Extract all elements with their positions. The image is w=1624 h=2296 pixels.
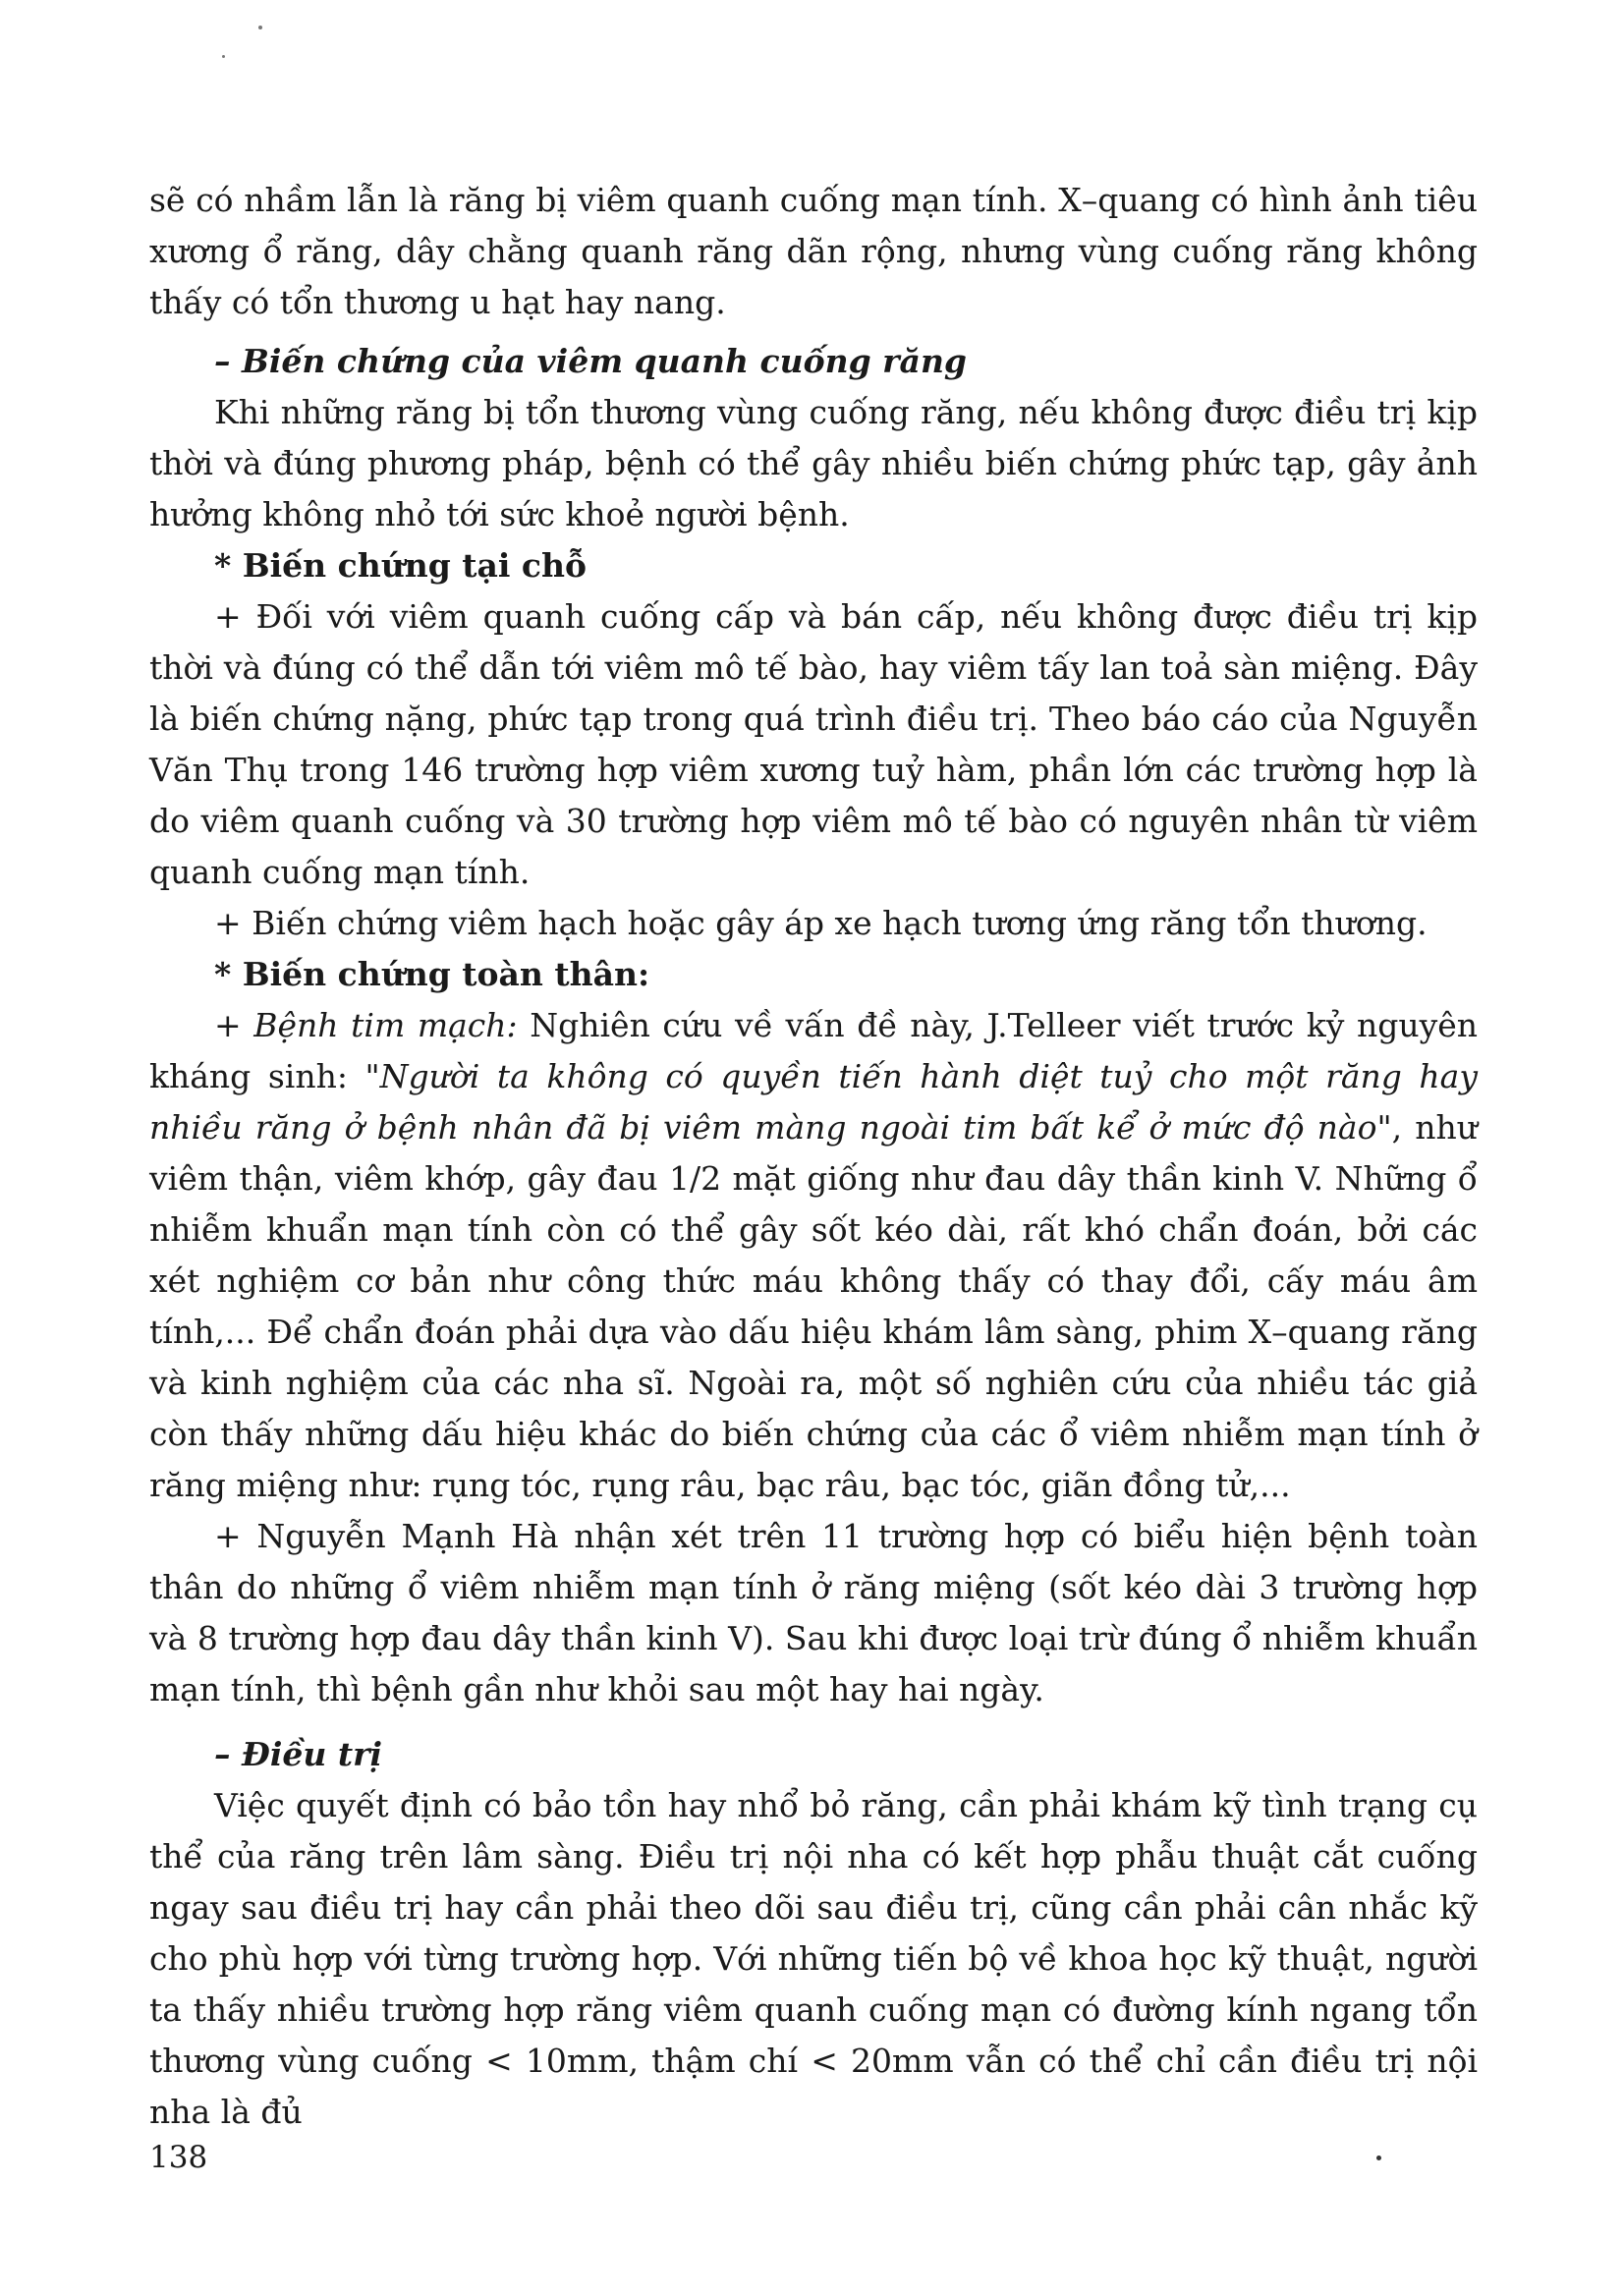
paragraph-local-2: + Biến chứng viêm hạch hoặc gây áp xe hạch tương ứng răng tổn thương. [214,904,1428,942]
quote-telleer: Người ta không có quyền tiến hành diệt tuỷ cho một răng hay nhiều răng ở bệnh nhân đã bị viêm màng ngoài tim bất kể ở mức độ nào [149,1057,1478,1147]
bullet-plus: + [214,1006,254,1044]
scan-speck [222,55,225,58]
heading-local-complications: * Biến chứng tại chỗ [214,546,588,585]
paragraph-systemic-1 [149,1000,1478,1511]
text-segment: Nghiên cứu về vấn đề này, J.Telleer viết trước kỷ nguyên kháng sinh: " [149,1006,1479,1095]
paragraph-systemic-2: + Nguyễn Mạnh Hà nhận xét trên 11 trường hợp có biểu hiện bệnh toàn thân do những ổ viêm nhiễm mạn tính ở răng miệng (sốt kéo dài 3 trường hợp và 8 trường hợp đau dây thần kinh V). Sau khi được loại trừ đúng ổ nhiễm khuẩn mạn tính, thì bệnh gần như khỏi sau một hay hai ngày. [149,1517,1478,1708]
text-segment: ", như viêm thận, viêm khớp, gây đau 1/2 mặt giống như đau dây thần kinh V. Những ổ nhiễm khuẩn mạn tính còn có thể gây sốt kéo dài, rất khó chẩn đoán, bởi các xét nghiệm cơ bản như công thức máu không thấy có thay đổi, cấy máu âm tính,... Để chẩn đoán phải dựa vào dấu hiệu khám lâm sàng, phim X–quang răng và kinh nghiệm của các nha sĩ. Ngoài ra, một số nghiên cứu của nhiều tác giả còn thấy những dấu hiệu khác do biến chứng của các ổ viêm nhiễm mạn tính ở răng miệng như: rụng tóc, rụng râu, bạc râu, bạc tóc, giãn đồng tử,... [149,1108,1478,1504]
paragraph-local-1: + Đối với viêm quanh cuống cấp và bán cấp, nếu không được điều trị kịp thời và đúng có thể dẫn tới viêm mô tế bào, hay viêm tấy lan toả sàn miệng. Đây là biến chứng nặng, phức tạp trong quá trình điều trị. Theo báo cáo của Nguyễn Văn Thụ trong 146 trường hợp viêm xương tuỷ hàm, phần lớn các trường hợp là do viêm quanh cuống và 30 trường hợp viêm mô tế bào có nguyên nhân từ viêm quanh cuống mạn tính. [149,597,1478,891]
paragraph-treatment: Việc quyết định có bảo tồn hay nhổ bỏ răng, cần phải khám kỹ tình trạng cụ thể của răng trên lâm sàng. Điều trị nội nha có kết hợp phẫu thuật cắt cuống ngay sau điều trị hay cần phải theo dõi sau điều trị, cũng cần phải cân nhắc kỹ cho phù hợp với từng trường hợp. Với những tiến bộ về khoa học kỹ thuật, người ta thấy nhiều trường hợp răng viêm quanh cuống mạn có đường kính ngang tổn thương vùng cuống < 10mm, thậm chí < 20mm vẫn có thể chỉ cần điều trị nội nha là đủ [149,1786,1478,2131]
paragraph-intro: sẽ có nhầm lẫn là răng bị viêm quanh cuống mạn tính. X–quang có hình ảnh tiêu xương ổ răng, dây chằng quanh răng dãn rộng, nhưng vùng cuống răng không thấy có tổn thương u hạt hay nang. [149,181,1478,321]
paragraph-complications: Khi những răng bị tổn thương vùng cuống răng, nếu không được điều trị kịp thời và đúng phương pháp, bệnh có thể gây nhiều biến chứng phức tạp, gây ảnh hưởng không nhỏ tới sức khoẻ người bệnh. [149,393,1478,533]
scan-speck [1376,2156,1381,2160]
page-body [149,175,1478,2138]
heading-complications: – Biến chứng của viêm quanh cuống răng [214,342,968,380]
heading-systemic-complications: * Biến chứng toàn thân: [214,955,650,993]
scan-speck [258,26,262,29]
term-cardiovascular: Bệnh tim mạch: [253,1006,518,1044]
heading-treatment: – Điều trị [214,1735,383,1773]
page-number: 138 [149,2140,208,2175]
